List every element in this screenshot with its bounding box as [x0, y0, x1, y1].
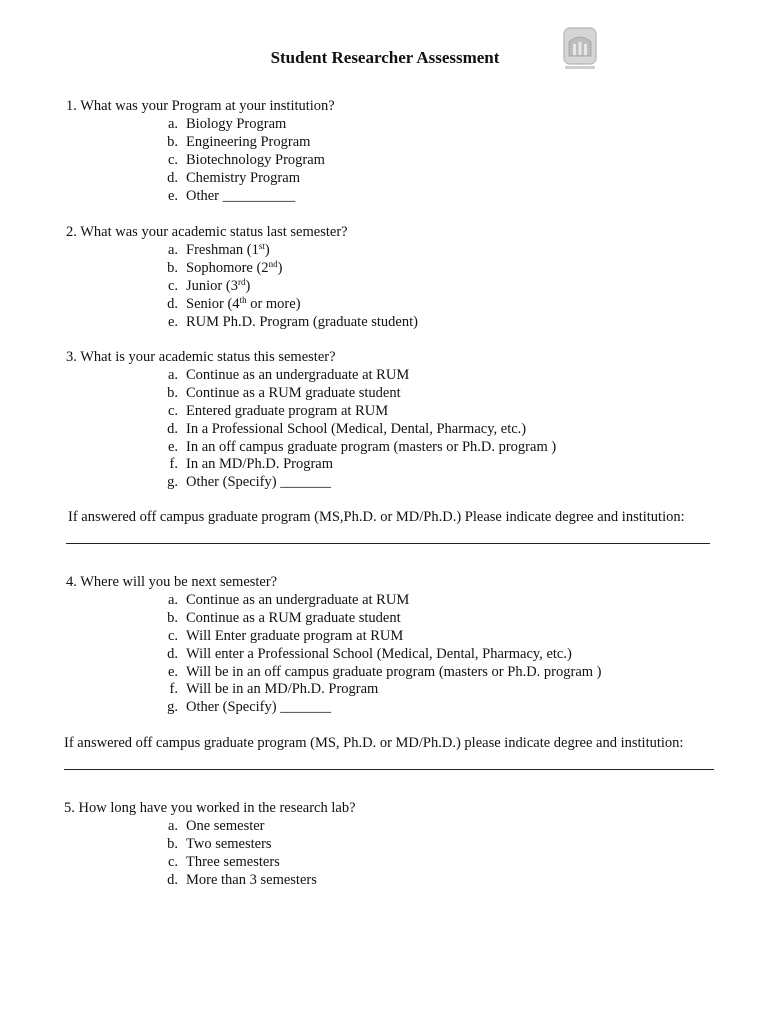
option-item[interactable]: f. In an MD/Ph.D. Program [169, 456, 334, 473]
option-item[interactable]: a. Continue as an undergraduate at RUM [167, 366, 410, 383]
option-item[interactable]: b. Engineering Program [167, 133, 311, 150]
question-2 [66, 224, 418, 331]
option-item[interactable]: a. Continue as an undergraduate at RUM [167, 591, 410, 608]
question-text: 4. Where will you be next semester? [66, 574, 278, 590]
option-item[interactable]: f. Will be in an MD/Ph.D. Program [169, 681, 379, 698]
option-item[interactable]: d. More than 3 semesters [167, 871, 317, 888]
option-item[interactable]: c. Entered graduate program at RUM [167, 402, 389, 419]
answer-line-q4[interactable] [64, 769, 714, 770]
option-item[interactable]: c. Biotechnology Program [167, 151, 325, 168]
option-item[interactable]: e. Other __________ [167, 187, 296, 204]
options-list [156, 242, 418, 332]
option-item[interactable]: a. Biology Program [167, 115, 287, 132]
option-item[interactable]: c. Will Enter graduate program at RUM [167, 627, 404, 644]
options-list [156, 116, 335, 206]
note-text-q4: If answered off campus graduate program (MS, Ph.D. or MD/Ph.D.) please indicate degree and institution: [64, 735, 684, 751]
option-item[interactable]: b. Continue as a RUM graduate student [167, 609, 401, 626]
option-item[interactable]: e. Will be in an off campus graduate program (masters or Ph.D. program ) [167, 663, 602, 680]
answer-line-q3[interactable] [66, 543, 710, 544]
option-item[interactable]: d. Senior (4th or more) [167, 294, 301, 312]
option-item[interactable]: c. Three semesters [167, 853, 280, 870]
question-text: 5. How long have you worked in the research lab? [64, 800, 356, 816]
option-item[interactable]: d. Will enter a Professional School (Medical, Dental, Pharmacy, etc.) [167, 645, 572, 662]
option-item[interactable]: c. Junior (3rd) [167, 276, 251, 294]
option-item[interactable]: d. Chemistry Program [167, 169, 300, 186]
question-text: 1. What was your Program at your institution? [66, 98, 335, 114]
question-1 [66, 98, 335, 205]
options-list [156, 592, 602, 717]
option-item[interactable]: d. In a Professional School (Medical, Dental, Pharmacy, etc.) [167, 420, 527, 437]
option-item[interactable]: b. Sophomore (2nd) [167, 258, 283, 276]
option-item[interactable]: b. Two semesters [167, 835, 272, 852]
question-text: 3. What is your academic status this semester? [66, 349, 336, 365]
options-list [156, 367, 556, 492]
question-4 [66, 574, 602, 717]
option-item[interactable]: e. RUM Ph.D. Program (graduate student) [167, 313, 418, 330]
option-item[interactable]: b. Continue as a RUM graduate student [167, 384, 401, 401]
question-text: 2. What was your academic status last semester? [66, 224, 348, 240]
option-item[interactable]: e. In an off campus graduate program (masters or Ph.D. program ) [167, 438, 557, 455]
option-item[interactable]: a. One semester [167, 817, 265, 834]
question-3 [66, 349, 556, 492]
question-5 [64, 800, 356, 890]
options-list [156, 818, 356, 890]
option-item[interactable]: g. Other (Specify) _______ [167, 699, 331, 716]
option-item[interactable]: g. Other (Specify) _______ [167, 474, 331, 491]
page-title: Student Researcher Assessment [270, 48, 500, 67]
option-item[interactable]: a. Freshman (1st) [167, 240, 270, 258]
note-text-q3: If answered off campus graduate program (MS,Ph.D. or MD/Ph.D.) Please indicate degree and institution: [68, 509, 685, 525]
university-seal-icon [561, 26, 599, 72]
